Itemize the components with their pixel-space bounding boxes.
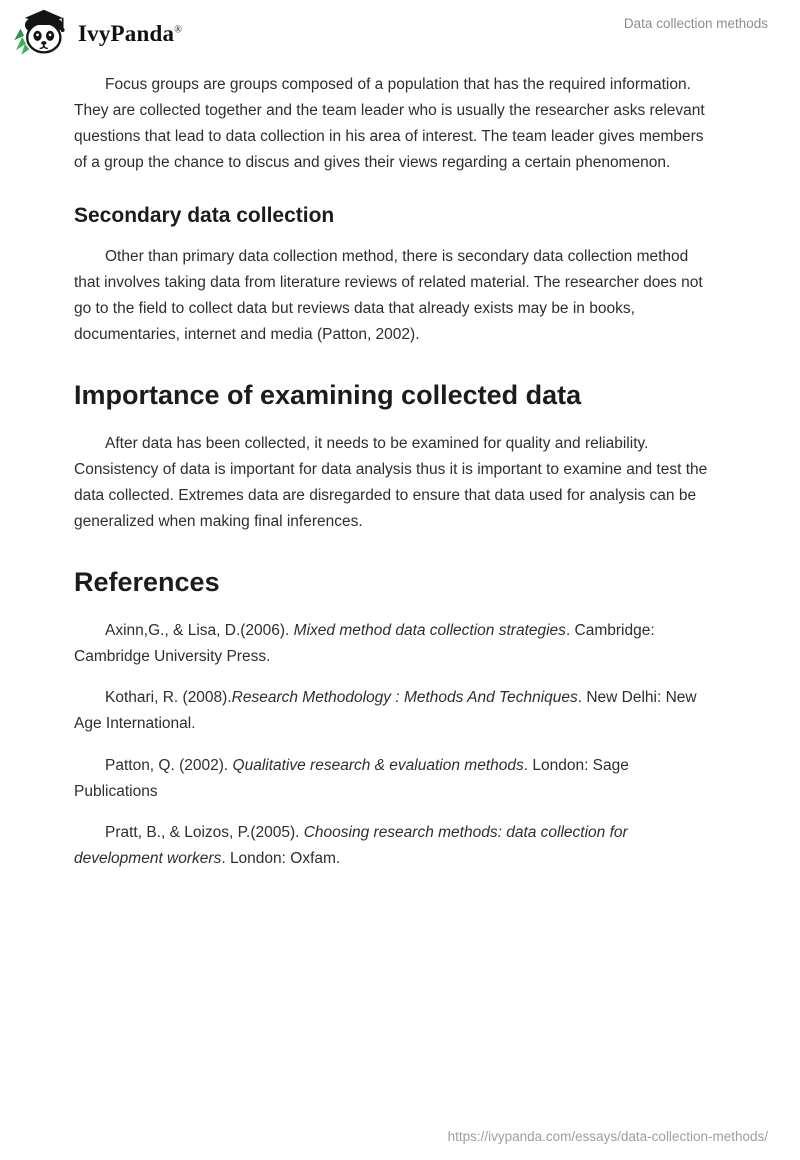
reference-authors: Patton, Q. (2002). bbox=[105, 756, 233, 774]
source-url-link[interactable]: https://ivypanda.com/essays/data-collection-methods/ bbox=[447, 1129, 768, 1144]
paragraph-secondary-data: Other than primary data collection method, there is secondary data collection method that involves taking data from literature reviews of related material. The researcher does not go to the field to collect data but reviews data that already exists may be in books, documentaries, internet and media (Patton, 2002). bbox=[74, 248, 703, 344]
reference-item bbox=[74, 753, 708, 805]
reference-item bbox=[74, 685, 708, 737]
reference-item bbox=[74, 820, 708, 872]
reference-authors: Axinn,G., & Lisa, D.(2006). bbox=[105, 622, 294, 640]
reference-publisher: . Cambridge: Cambridge University Press. bbox=[74, 622, 655, 666]
reference-publisher: . London: Sage Publications bbox=[74, 756, 629, 800]
reference-publisher: . London: Oxfam. bbox=[221, 849, 341, 867]
reference-authors: Kothari, R. (2008). bbox=[105, 689, 232, 707]
heading-secondary-data-collection: Secondary data collection bbox=[74, 204, 335, 228]
reference-title: Choosing research methods: data collection for development workers bbox=[74, 823, 628, 867]
heading-importance-of-examining: Importance of examining collected data bbox=[74, 380, 582, 411]
page-header bbox=[0, 0, 800, 62]
document-body bbox=[0, 62, 800, 872]
paragraph-importance: After data has been collected, it needs to be examined for quality and reliability. Consistency of data is important for data analysis thus it is important to examine and test the data collected. Extremes data are disregarded to ensure that data used for analysis can be generalized when making final inferences. bbox=[74, 435, 708, 531]
page-footer bbox=[448, 1128, 768, 1146]
brand-name: IvyPanda® bbox=[78, 21, 182, 46]
reference-title: Mixed method data collection strategies bbox=[293, 622, 566, 640]
heading-references: References bbox=[74, 567, 220, 598]
reference-item bbox=[74, 618, 708, 670]
reference-publisher: . New Delhi: New Age International. bbox=[74, 689, 697, 733]
ivypanda-panda-logo-icon bbox=[14, 8, 70, 60]
reference-title: Qualitative research & evaluation methods bbox=[232, 756, 524, 774]
document-title: Data collection methods bbox=[623, 16, 768, 31]
registered-mark: ® bbox=[174, 24, 182, 36]
reference-authors: Pratt, B., & Loizos, P.(2005). bbox=[105, 823, 304, 841]
paragraph-focus-groups: Focus groups are groups composed of a population that has the required information. They are collected together and the team leader who is usually the researcher asks relevant questions that lead to data collection in his area of interest. The team leader gives members of a group the chance to discus and gives their views regarding a certain phenomenon. bbox=[74, 76, 705, 172]
brand[interactable] bbox=[14, 8, 182, 60]
reference-title: Research Methodology : Methods And Techniques bbox=[231, 689, 578, 707]
